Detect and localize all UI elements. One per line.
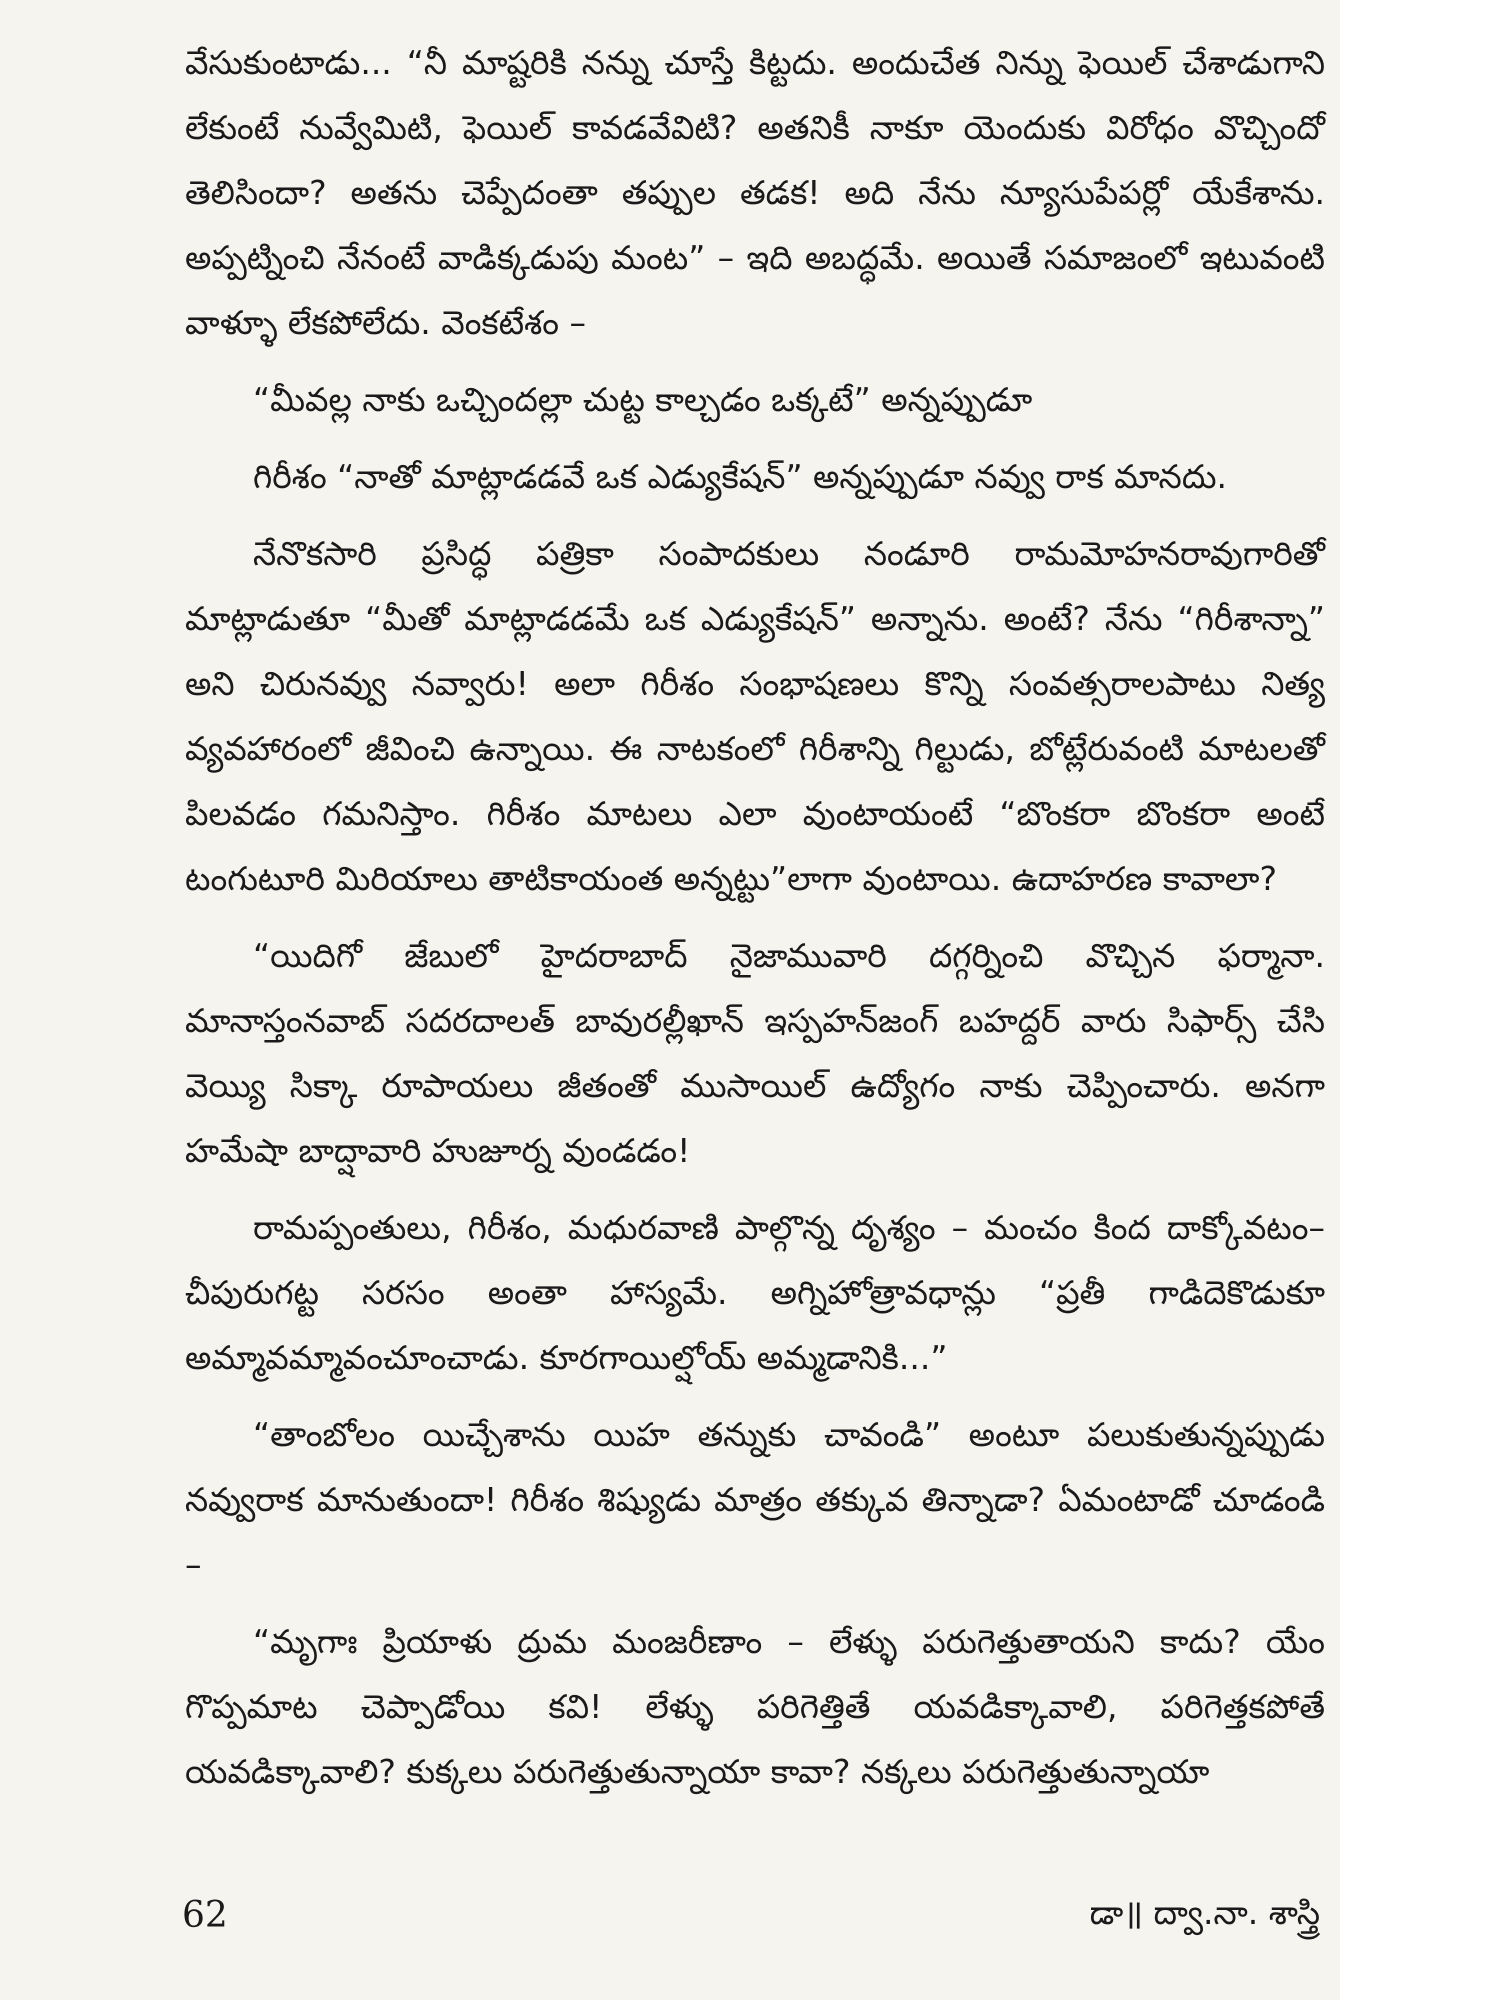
paragraph-6: రామప్పంతులు, గిరీశం, మధురవాణి పాల్గొన్న దృశ్యం – మంచం కింద దాక్కోవటం– చీపురుగట్ట సరసం అంతా హాస్యమే. అగ్నిహోత్రావధాన్లు “ప్రతీ గాడిదెకొడుకూ అమ్మావమ్మావంచూంచాడు. కూరగాయిల్షోయ్ అమ్మడానికి...” — [185, 1208, 1325, 1377]
page-number: 62 — [182, 1895, 228, 1936]
paragraph-1: వేసుకుంటాడు... “నీ మాష్టరికి నన్ను చూస్తే కిట్టదు. అందుచేత నిన్ను ఫెయిల్ చేశాడుగాని లేకుంటే నువ్వేమిటి, ఫెయిల్ కావడవేవిటి? అతనికీ నాకూ యెందుకు విరోధం వొచ్చిందో తెలిసిందా? అతను చెప్పేదంతా తప్పుల తడక! అది నేను న్యూసుపేపర్లో యేకేశాను. అప్పట్నించి నేనంటే వాడిక్కడుపు మంట” – ఇది అబద్ధమే. అయితే సమాజంలో ఇటువంటి వాళ్ళూ లేకపోలేదు. వెంకటేశం – — [185, 43, 1325, 342]
paragraph-3: గిరీశం “నాతో మాట్లాడడవే ఒక ఎడ్యుకేషన్” అన్నప్పుడూ నవ్వు రాక మానదు. — [253, 457, 1228, 496]
paragraph-2: “మీవల్ల నాకు ఒచ్చిందల్లా చుట్ట కాల్చడం ఒక్కటే” అన్నప్పుడూ — [253, 380, 1033, 419]
page-margin — [1340, 0, 1500, 2000]
paragraph-4: నేనొకసారి ప్రసిద్ధ పత్రికా సంపాదకులు నండూరి రామమోహనరావుగారితో మాట్లాడుతూ “మీతో మాట్లాడడమే ఒక ఎడ్యుకేషన్” అన్నాను. అంటే? నేను “గిరీశాన్నా” అని చిరునవ్వు నవ్వారు! అలా గిరీశం సంభాషణలు కొన్ని సంవత్సరాలపాటు నిత్య వ్యవహారంలో జీవించి ఉన్నాయి. ఈ నాటకంలో గిరీశాన్ని గిల్టుడు, బోట్లేరువంటి మాటలతో పిలవడం గమనిస్తాం. గిరీశం మాటలు ఎలా వుంటాయంటే “బొంకరా బొంకరా అంటే టంగుటూరి మిరియాలు తాటికాయంత అన్నట్టు”లాగా వుంటాయి. ఉదాహరణ కావాలా? — [185, 534, 1325, 898]
body-text — [185, 30, 1325, 1816]
paragraph-5: “యిదిగో జేబులో హైదరాబాద్ నైజామువారి దగ్గర్నించి వొచ్చిన ఫర్మానా. మానాస్తంనవాబ్ సదరదాలత్ బావురల్లీఖాన్ ఇస్పహన్‌జంగ్ బహద్దర్ వారు సిఫార్స్ చేసి వెయ్యి సిక్కా రూపాయలు జీతంతో ముసాయిల్ ఉద్యోగం నాకు చెప్పించారు. అనగా హమేషా బాద్షావారి హుజూర్న వుండడం! — [185, 936, 1325, 1170]
paragraph-7: “తాంబోలం యిచ్చేశాను యిహ తన్నుకు చావండి” అంటూ పలుకుతున్నప్పుడు నవ్వురాక మానుతుందా! గిరీశం శిష్యుడు మాత్రం తక్కువ తిన్నాడా? ఏమంటాడో చూడండి – — [185, 1415, 1325, 1584]
paragraph-8: “మృగాః ప్రియాళు ద్రుమ మంజరీణాం – లేళ్ళు పరుగెత్తుతాయని కాదు? యేం గొప్పమాట చెప్పాడోయి కవి! లేళ్ళు పరిగెత్తితే యవడిక్కావాలి, పరిగెత్తకపోతే యవడిక్కావాలి? కుక్కలు పరుగెత్తుతున్నాయా కావా? నక్కలు పరుగెత్తుతున్నాయా — [185, 1622, 1325, 1791]
author-name: డా॥ ద్వా.నా. శాస్త్రి — [1089, 1893, 1320, 1932]
